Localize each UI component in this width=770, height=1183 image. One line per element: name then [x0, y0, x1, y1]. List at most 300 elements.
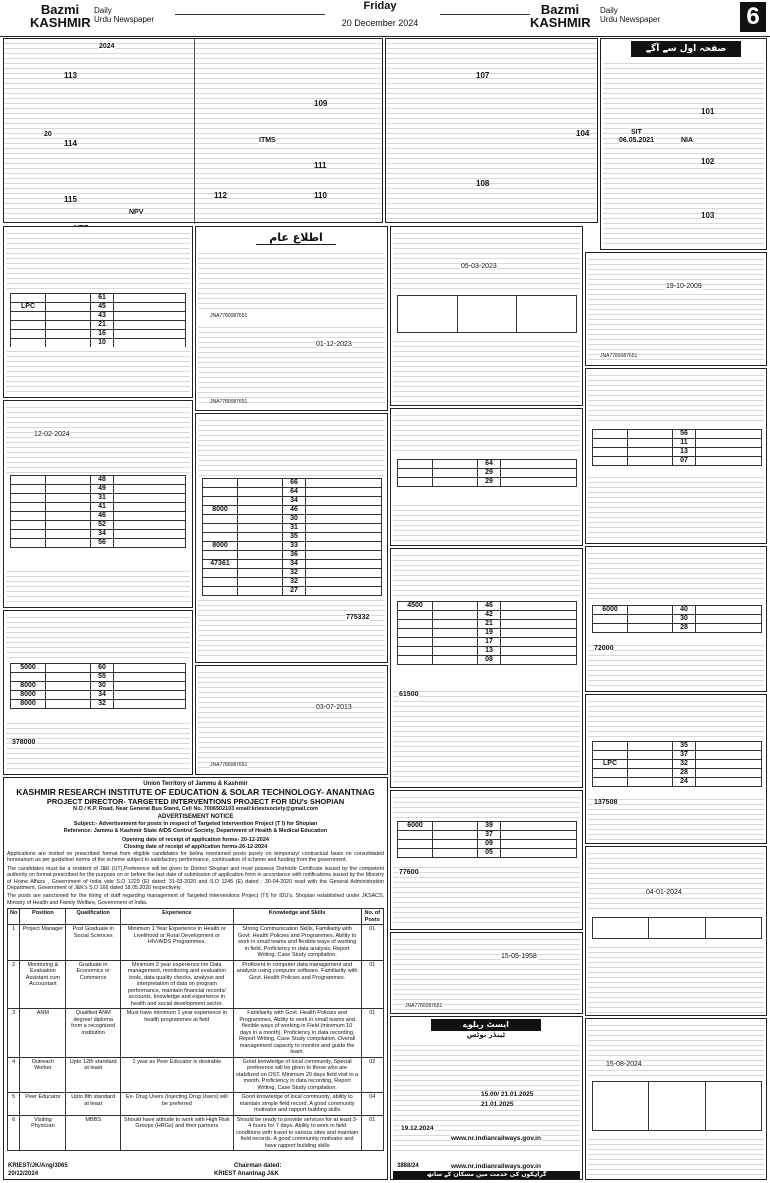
table-cell-name — [501, 478, 577, 487]
table-cell — [11, 673, 46, 682]
inline-term: 20 — [44, 131, 52, 138]
table-cell — [628, 448, 673, 457]
table-row — [11, 664, 186, 673]
table-row — [11, 539, 186, 548]
table-cell — [11, 476, 46, 485]
table-row — [593, 760, 762, 769]
table-cell-name — [306, 533, 382, 542]
table-cell — [46, 494, 91, 503]
table-row — [398, 478, 577, 487]
table-cell — [433, 602, 478, 611]
brand-top-left: Bazmi — [40, 2, 80, 17]
table-cell: 66 — [283, 479, 306, 488]
table-cell: 30 — [283, 515, 306, 524]
table-cell-name — [501, 849, 577, 858]
table-cell: 30 — [91, 682, 114, 691]
notice-date: 04-01-2024 — [646, 889, 682, 896]
table-cell-name — [501, 822, 577, 831]
table-cell — [203, 524, 238, 533]
table-cell-name — [114, 539, 186, 548]
posts-table-header: Position — [20, 909, 66, 925]
tender-url[interactable]: www.nr.indianrailways.gov.in — [451, 1135, 541, 1142]
table-cell: 4500 — [398, 602, 433, 611]
table-cell — [46, 700, 91, 709]
notice-text — [393, 229, 580, 289]
posts-table-cell: Monitoring & Evaluation Assistant cum Accountant — [20, 960, 66, 1009]
table-row — [11, 294, 186, 303]
table-cell — [628, 742, 673, 751]
table-cell: 21 — [91, 321, 114, 330]
table-cell: 13 — [673, 448, 696, 457]
table-cell — [203, 578, 238, 587]
table-cell-name — [696, 430, 762, 439]
table-cell — [238, 578, 283, 587]
table-cell: 8000 — [11, 682, 46, 691]
table-cell-name — [306, 560, 382, 569]
table-cell — [398, 849, 433, 858]
table-cell: 8000 — [11, 700, 46, 709]
posts-table-cell: Familiarity with Govt. Health Policies and Programmes, Ability to work in small teams and flexible ways of working in Field (minimum 10 days in a month), Proficiency in data recording, Report Writing, Case Study compilation. Overall management capacity to monitor and guide the team. — [233, 1009, 361, 1058]
table-row — [203, 524, 382, 533]
tender-url[interactable]: www.nr.indianrailways.gov.in — [451, 1163, 541, 1170]
notice-text — [588, 1135, 764, 1177]
tender-date: 15.00/ 21.01.2025 — [481, 1091, 534, 1098]
posts-table-cell: 01 — [361, 1115, 383, 1151]
table-cell-name — [306, 488, 382, 497]
table-cell — [593, 742, 628, 751]
notice-text — [198, 416, 385, 476]
notice-col3-1 — [390, 226, 583, 406]
notice-text — [588, 549, 764, 601]
table-row — [203, 488, 382, 497]
heirs-table — [592, 1081, 762, 1131]
table-cell — [628, 751, 673, 760]
table-row — [203, 587, 382, 596]
item-number: 115 — [64, 195, 77, 204]
table-cell: 13 — [478, 647, 501, 656]
table-cell — [203, 551, 238, 560]
inline-term: 2024 — [99, 43, 115, 50]
table-cell — [433, 478, 478, 487]
table-row — [203, 515, 382, 524]
posts-table-cell: 01 — [361, 1009, 383, 1058]
table-row — [398, 638, 577, 647]
notice-text — [6, 347, 190, 395]
posts-table-cell: 01 — [361, 925, 383, 961]
masthead-right — [530, 3, 590, 29]
table-cell — [46, 330, 91, 339]
table-cell-name — [696, 439, 762, 448]
table-cell: 46 — [478, 602, 501, 611]
table-cell-name — [306, 542, 382, 551]
table-row — [11, 521, 186, 530]
table-cell — [433, 647, 478, 656]
table-cell: 64 — [478, 460, 501, 469]
notice-ref: JNA7780087651 — [405, 1003, 443, 1009]
table-cell — [628, 439, 673, 448]
table-cell: 61 — [91, 294, 114, 303]
table-cell — [203, 515, 238, 524]
table-cell: 55 — [91, 673, 114, 682]
notice-col4-6 — [585, 1018, 767, 1180]
table-cell-name — [501, 831, 577, 840]
table-cell — [46, 294, 91, 303]
item-number: 104 — [576, 129, 590, 138]
para-2: The candidates must be a resident of J&K (UT),Preference will be given to District Shopian and must possess Domicile Certificate issued by the competent authority on format prescribed for the purpose on or before the last date of submission of application form in accordance with notifications issued by the Ministry of Home Affairs , Government of India vide S.O 1229 (E) dated: 31-03-2020 and S.O 1245 (E) dated ; 30-04-2020 read with the General Administration Department, Government of J&K's S.O 166 dated 18.05.2020 respectively. — [7, 865, 384, 892]
table-cell — [46, 512, 91, 521]
notice-date: 15-08-2024 — [606, 1061, 642, 1068]
notice-text — [588, 371, 764, 425]
posts-table-cell: Proficient in computer data management and analysis using computer software, Familiarity with Govt. Health Policies and Programmes. — [233, 960, 361, 1009]
table-row — [593, 742, 762, 751]
heirs-table — [397, 459, 577, 487]
notice-ref: JNA7780087651 — [600, 353, 638, 359]
notice-date: 01-12-2023 — [316, 341, 352, 348]
tagline-right — [600, 6, 660, 24]
table-cell — [238, 506, 283, 515]
table-cell — [628, 457, 673, 466]
footer-org: KRIEST Anantnag J&K — [214, 1171, 279, 1177]
table-cell — [433, 611, 478, 620]
continued-from-front — [600, 38, 767, 250]
table-row — [203, 497, 382, 506]
posts-table-cell: 01 — [361, 960, 383, 1009]
table-cell — [398, 469, 433, 478]
table-cell: 34 — [283, 497, 306, 506]
notice-col4-2 — [585, 368, 767, 544]
table-cell — [46, 321, 91, 330]
table-cell — [11, 521, 46, 530]
page-number: 6 — [740, 2, 766, 32]
para-3: The posts are sanctioned for the hiring of staff regarding management of Targeted Interventions Project (TI) for IDU's, Shopian established under JKSACS, Ministry of Health and Family Welfare, Government of India. — [7, 893, 384, 906]
table-row — [593, 778, 762, 787]
table-cell — [46, 682, 91, 691]
table-cell — [46, 664, 91, 673]
table-cell — [11, 330, 46, 339]
notice-col1-1 — [3, 226, 193, 398]
table-cell — [398, 638, 433, 647]
table-cell-name — [306, 506, 382, 515]
notice-col4-3 — [585, 546, 767, 692]
notice-text — [393, 501, 580, 543]
item-number: 101 — [701, 107, 715, 116]
posts-table-cell: Graduate in Economics or Commerce — [66, 960, 121, 1009]
table-cell — [593, 751, 628, 760]
table-cell-name — [306, 497, 382, 506]
heirs-table — [397, 821, 577, 858]
notice-date: 12-02-2024 — [34, 431, 70, 438]
posts-table-header: No — [8, 909, 20, 925]
table-row — [398, 469, 577, 478]
table-cell — [593, 448, 628, 457]
table-row — [593, 615, 762, 624]
heirs-table — [10, 663, 186, 709]
table-cell — [593, 615, 628, 624]
date: 20 December 2024 — [341, 18, 419, 28]
posts-table-row — [8, 960, 384, 1009]
amount: 72000 — [594, 645, 614, 652]
table-cell-name — [114, 700, 186, 709]
posts-table-cell: Good knowledge of local community, Special preference will be given to those who are stabilized on OST. Minimum 20 days field visit in a month. Proficiency in data recording, Report Writing, Case Study compilation. — [233, 1057, 361, 1093]
posts-table-row — [8, 1057, 384, 1093]
heirs-table — [10, 293, 186, 348]
table-cell: 49 — [91, 485, 114, 494]
table-cell — [593, 457, 628, 466]
item-number: 108 — [476, 179, 490, 188]
railway-sub: ٹینڈر نوٹس — [466, 1031, 506, 1039]
table-cell: 21 — [478, 620, 501, 629]
table-cell-name — [696, 760, 762, 769]
table-cell: 05 — [478, 849, 501, 858]
item-number: 111 — [314, 161, 327, 170]
subject: Subject:- Advertisement for posts in respect of Targeted Intervention Project (T I) for Shopian — [73, 821, 318, 827]
table-cell: 60 — [91, 664, 114, 673]
table-cell-name — [501, 629, 577, 638]
table-cell: 29 — [478, 478, 501, 487]
posts-table-cell: Upto 8th standard at least — [66, 1093, 121, 1116]
table-cell — [433, 460, 478, 469]
posts-table-cell: Should have attitude to work with High Risk Groups (HRGs) and their partners — [120, 1115, 233, 1151]
amount: 61500 — [399, 691, 419, 698]
table-cell-name — [501, 460, 577, 469]
table-cell-name — [501, 656, 577, 665]
posts-table-cell: Strong Communication Skills, Familiarity with Govt. Health Policies and Programmes, Ability to work in small teams and flexible ways of working in field, Proficiency in data analysis, Report Writing, Case Study compilation. — [233, 925, 361, 961]
table-cell — [593, 430, 628, 439]
table-cell: 35 — [283, 533, 306, 542]
table-cell — [238, 560, 283, 569]
notice-ref: JNA7780087651 — [210, 399, 248, 405]
table-cell: 28 — [673, 769, 696, 778]
table-cell-name — [114, 312, 186, 321]
table-cell: 6000 — [398, 822, 433, 831]
table-cell-name — [501, 469, 577, 478]
table-cell — [238, 542, 283, 551]
table-cell — [398, 647, 433, 656]
table-cell: 40 — [673, 606, 696, 615]
notice-text — [588, 641, 764, 689]
table-cell — [433, 822, 478, 831]
table-row — [398, 822, 577, 831]
heirs-table — [592, 605, 762, 633]
table-cell — [46, 691, 91, 700]
table-cell — [238, 533, 283, 542]
table-cell-name — [696, 742, 762, 751]
notice-text — [198, 249, 385, 309]
inline-term: NIA — [681, 137, 694, 144]
amount: 378000 — [12, 739, 36, 746]
table-cell: 37 — [673, 751, 696, 760]
table-row — [11, 530, 186, 539]
heirs-table — [202, 478, 382, 596]
posts-table-header: Knowledge and Skills — [233, 909, 361, 925]
table-cell-name — [696, 615, 762, 624]
posts-table-cell: 04 — [361, 1093, 383, 1116]
table-cell: 35 — [673, 742, 696, 751]
table-cell — [398, 656, 433, 665]
table-cell — [11, 539, 46, 548]
table-cell — [433, 638, 478, 647]
table-row — [203, 542, 382, 551]
railway-tender — [390, 1016, 583, 1180]
notice-text — [393, 935, 580, 1011]
table-cell: 32 — [283, 569, 306, 578]
table-row — [593, 457, 762, 466]
table-row — [593, 606, 762, 615]
table-cell-name — [114, 682, 186, 691]
footer-ref: KRIEST/JK/Ang/3065 — [8, 1163, 68, 1169]
posts-table-cell: 4 — [8, 1057, 20, 1093]
posts-table-cell: ANM — [20, 1009, 66, 1058]
column-rule — [194, 39, 195, 224]
posts-table-cell: 3 — [8, 1009, 20, 1058]
table-cell — [238, 524, 283, 533]
table-row — [11, 476, 186, 485]
table-cell-name — [114, 321, 186, 330]
closing-date: Closing date of receipt of application forms-26-12-2024 — [123, 844, 268, 850]
posts-table-cell: Upto 12th standard at least — [66, 1057, 121, 1093]
notice-text — [198, 596, 385, 660]
item-number: 103 — [701, 211, 715, 220]
table-cell — [628, 615, 673, 624]
posts-table-cell: Minimum 2 year experience inn Data management, monitoring and evaluation tools, data quality checks, analysis and interpretation of data on program performance, maintain financial records/ accounts, knowledge and experience in health and social development sector. — [120, 960, 233, 1009]
footer-signatory: Chairman dated: — [234, 1163, 282, 1169]
table-cell: 8000 — [203, 542, 238, 551]
notice-col2-2 — [195, 413, 388, 663]
table-cell-name — [114, 673, 186, 682]
notice-title: اطلاع عام — [256, 231, 336, 245]
table-cell — [11, 503, 46, 512]
table-cell: 17 — [478, 638, 501, 647]
table-cell: 10 — [91, 339, 114, 348]
table-row — [203, 578, 382, 587]
table-cell — [46, 312, 91, 321]
news-block-top-left — [3, 38, 383, 223]
table-cell-name — [696, 606, 762, 615]
table-cell — [203, 497, 238, 506]
table-cell — [433, 831, 478, 840]
posts-table-cell: 02 — [361, 1057, 383, 1093]
table-cell — [628, 778, 673, 787]
posts-table-cell: Outreach Worker — [20, 1057, 66, 1093]
footer-date: 20/12/2024 — [8, 1171, 39, 1177]
table-cell: 33 — [283, 542, 306, 551]
table-row — [593, 430, 762, 439]
table-cell — [593, 769, 628, 778]
table-cell: 31 — [283, 524, 306, 533]
table-cell: 32 — [91, 700, 114, 709]
table-cell — [398, 460, 433, 469]
table-cell — [593, 778, 628, 787]
notice-heading: ADVERTISEMENT NOTICE — [157, 814, 234, 820]
amount: 137508 — [594, 799, 618, 806]
table-cell: 8000 — [203, 506, 238, 515]
notice-col1-3 — [3, 610, 193, 775]
posts-table-cell: 6 — [8, 1115, 20, 1151]
notice-text — [393, 863, 580, 927]
posts-table-row — [8, 1093, 384, 1116]
table-cell — [203, 488, 238, 497]
table-cell: 30 — [673, 615, 696, 624]
table-cell-name — [501, 647, 577, 656]
rule-right — [440, 14, 530, 15]
notice-text — [393, 793, 580, 819]
table-cell: 56 — [91, 539, 114, 548]
notice-date: 19-10-2009 — [666, 283, 702, 290]
table-cell: 27 — [283, 587, 306, 596]
table-cell — [398, 629, 433, 638]
notice-text — [588, 1021, 764, 1077]
table-cell — [46, 503, 91, 512]
table-cell-name — [114, 494, 186, 503]
table-cell: 08 — [478, 656, 501, 665]
table-cell-name — [114, 485, 186, 494]
table-cell: 41 — [91, 503, 114, 512]
table-cell — [628, 760, 673, 769]
table-row — [11, 512, 186, 521]
brand-bottom-right: KASHMIR — [530, 15, 591, 30]
table-cell: 34 — [91, 530, 114, 539]
table-cell: 5000 — [11, 664, 46, 673]
notice-col1-2 — [3, 400, 193, 608]
table-cell: 29 — [478, 469, 501, 478]
table-cell: 28 — [673, 624, 696, 633]
opening-date: Opening date of receipt of application forms- 20-12-2024 — [121, 837, 269, 843]
reference: Reference: Jammu & Kashmir State AIDS Control Society, Department of Health & Medical Education — [63, 828, 328, 834]
table-cell — [46, 530, 91, 539]
tender-date: 21.01.2025 — [481, 1101, 514, 1108]
railway-footer: گراہکوں کی خدمت میں مسکان کے ساتھ — [393, 1171, 580, 1179]
table-cell — [238, 488, 283, 497]
notice-ittila-aam — [195, 226, 388, 411]
table-cell-name — [501, 840, 577, 849]
table-cell — [433, 620, 478, 629]
table-cell — [238, 551, 283, 560]
table-cell — [11, 494, 46, 503]
address-line: N.O / K.P. Road, Near General Bus Stand, Cell No. 7006502103 email:kriestsociety@gmail.com — [73, 806, 318, 812]
posts-table-cell: Should be ready to provide services for at least 3-4 hours for 7 days. Ability to work in field conditions with travel to various sites and maintain field records. A good community motivator and have rapport building skills — [233, 1115, 361, 1151]
table-cell: LPC — [593, 760, 628, 769]
table-row — [11, 321, 186, 330]
table-cell: 42 — [478, 611, 501, 620]
notice-text — [588, 849, 764, 913]
table-row — [593, 439, 762, 448]
brand-top-right: Bazmi — [540, 2, 580, 17]
notice-date: 03-07-2013 — [316, 704, 352, 711]
table-row — [11, 494, 186, 503]
table-cell: 16 — [91, 330, 114, 339]
table-cell — [203, 569, 238, 578]
table-cell — [433, 840, 478, 849]
table-cell: 34 — [91, 691, 114, 700]
project-name: PROJECT DIRECTOR- TARGETED INTERVENTIONS PROJECT FOR IDU's SHOPIAN — [46, 797, 345, 806]
posts-table — [7, 908, 384, 1151]
inline-term: 06.05.2021 — [619, 137, 655, 144]
notice-text — [393, 337, 580, 403]
notice-text — [393, 551, 580, 597]
posts-table-header: Experience — [120, 909, 233, 925]
table-cell-name — [114, 294, 186, 303]
table-cell: 07 — [673, 457, 696, 466]
tag-urdu-left: Urdu Newspaper — [94, 15, 155, 24]
table-cell: 46 — [283, 506, 306, 515]
table-cell-name — [306, 479, 382, 488]
table-cell — [593, 439, 628, 448]
table-row — [11, 673, 186, 682]
table-cell-name — [696, 457, 762, 466]
posts-table-cell: MBBS — [66, 1115, 121, 1151]
notice-col4-1 — [585, 252, 767, 366]
notice-col3-4 — [390, 790, 583, 930]
